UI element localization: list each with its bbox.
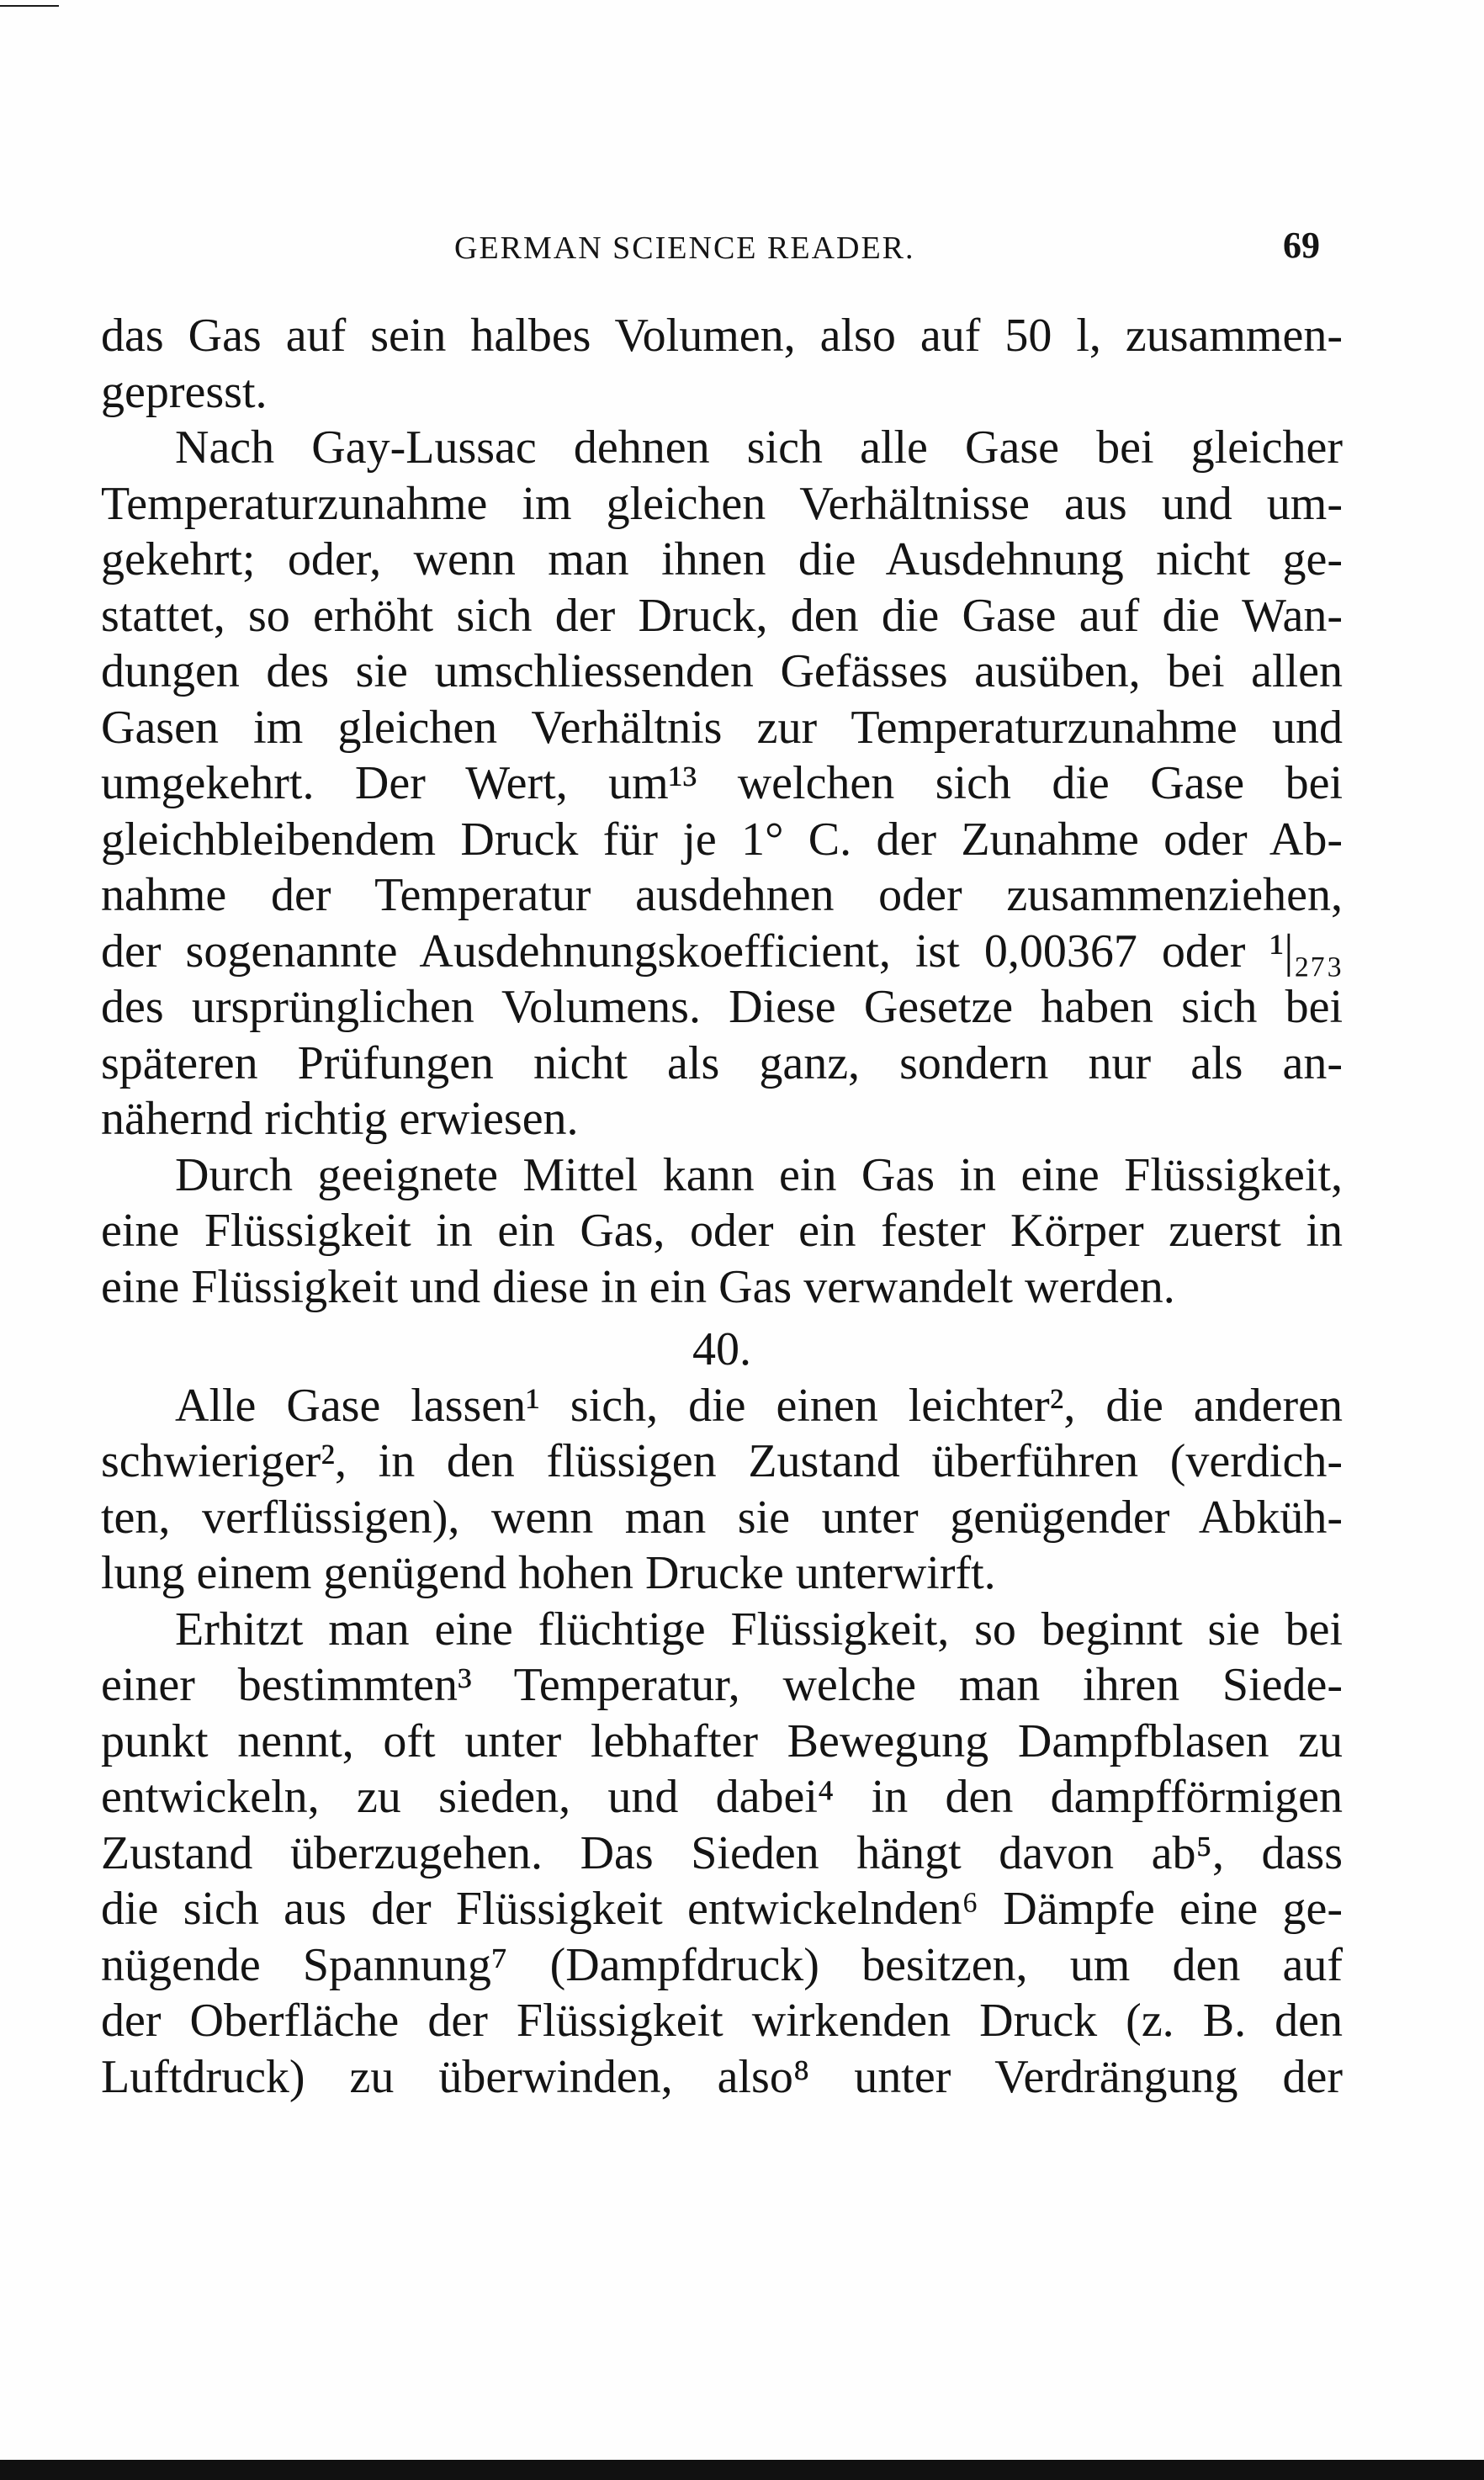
text-line: gekehrt; oder, wenn man ihnen die Ausdehnung nicht ge- [101,533,1343,586]
text-line: punkt nennt, oft unter lebhafter Bewegung Dampfblasen zu [101,1714,1343,1767]
page-number: 69 [1283,225,1320,266]
text-line: eine Flüssigkeit in ein Gas, oder ein fester Körper zuerst in [101,1205,1343,1257]
scan-bottom-edge [0,2460,1484,2480]
text-line: ten, verflüssigen), wenn man sie unter genügender Abküh- [101,1491,1343,1544]
text-line: entwickeln, zu sieden, und dabei⁴ in den dampfförmigen [101,1771,1343,1823]
text-line: Temperaturzunahme im gleichen Verhältnisse aus und um- [101,477,1343,530]
section-number: 40. [692,1323,751,1375]
text-line: Erhitzt man eine flüchtige Flüssigkeit, so beginnt sie bei [175,1603,1343,1656]
text-line: stattet, so erhöht sich der Druck, den die Gase auf die Wan- [101,589,1343,642]
text-line: Nach Gay-Lussac dehnen sich alle Gase bei gleicher [175,421,1343,474]
text-line: Alle Gase lassen¹ sich, die einen leichter², die anderen [175,1379,1343,1432]
text-line: nügende Spannung⁷ (Dampfdruck) besitzen, um den auf [101,1938,1343,1991]
text-line: nahme der Temperatur ausdehnen oder zusammenziehen, [101,869,1343,921]
text-line: des ursprünglichen Volumens. Diese Gesetze haben sich bei [101,981,1343,1033]
text-line: der sogenannte Ausdehnungskoefficient, ist 0,00367 oder ¹|₂₇₃ [101,925,1343,978]
text-line: gleichbleibendem Druck für je 1° C. der Zunahme oder Ab- [101,813,1343,866]
text-line: Gasen im gleichen Verhältnis zur Temperaturzunahme und [101,701,1343,754]
text-line: schwieriger², in den flüssigen Zustand überführen (verdich- [101,1435,1343,1487]
text-line: das Gas auf sein halbes Volumen, also auf 50 l, zusammen- [101,310,1343,362]
text-line: Durch geeignete Mittel kann ein Gas in eine Flüssigkeit, [175,1148,1343,1201]
running-head: GERMAN SCIENCE READER. [454,231,915,266]
text-line: lung einem genügend hohen Drucke unterwirft. [101,1547,996,1599]
text-line: einer bestimmten³ Temperatur, welche man ihren Siede- [101,1659,1343,1711]
scan-edge-mark [0,5,59,7]
text-line: umgekehrt. Der Wert, um¹³ welchen sich die Gase bei [101,757,1343,809]
text-line: dungen des sie umschliessenden Gefässes ausüben, bei allen [101,645,1343,697]
text-line: späteren Prüfungen nicht als ganz, sondern nur als an- [101,1036,1343,1089]
body-text [101,308,1343,2105]
text-line: eine Flüssigkeit und diese in ein Gas verwandelt werden. [101,1260,1175,1313]
text-line: Zustand überzugehen. Das Sieden hängt davon ab⁵, dass [101,1826,1343,1879]
text-line: gepresst. [101,365,268,418]
text-line: nähernd richtig erwiesen. [101,1093,579,1145]
text-line: der Oberfläche der Flüssigkeit wirkenden Druck (z. B. den [101,1995,1343,2047]
text-line: die sich aus der Flüssigkeit entwickelnden⁶ Dämpfe eine ge- [101,1883,1343,1935]
text-line: Luftdruck) zu überwinden, also⁸ unter Verdrängung der [101,2050,1343,2103]
